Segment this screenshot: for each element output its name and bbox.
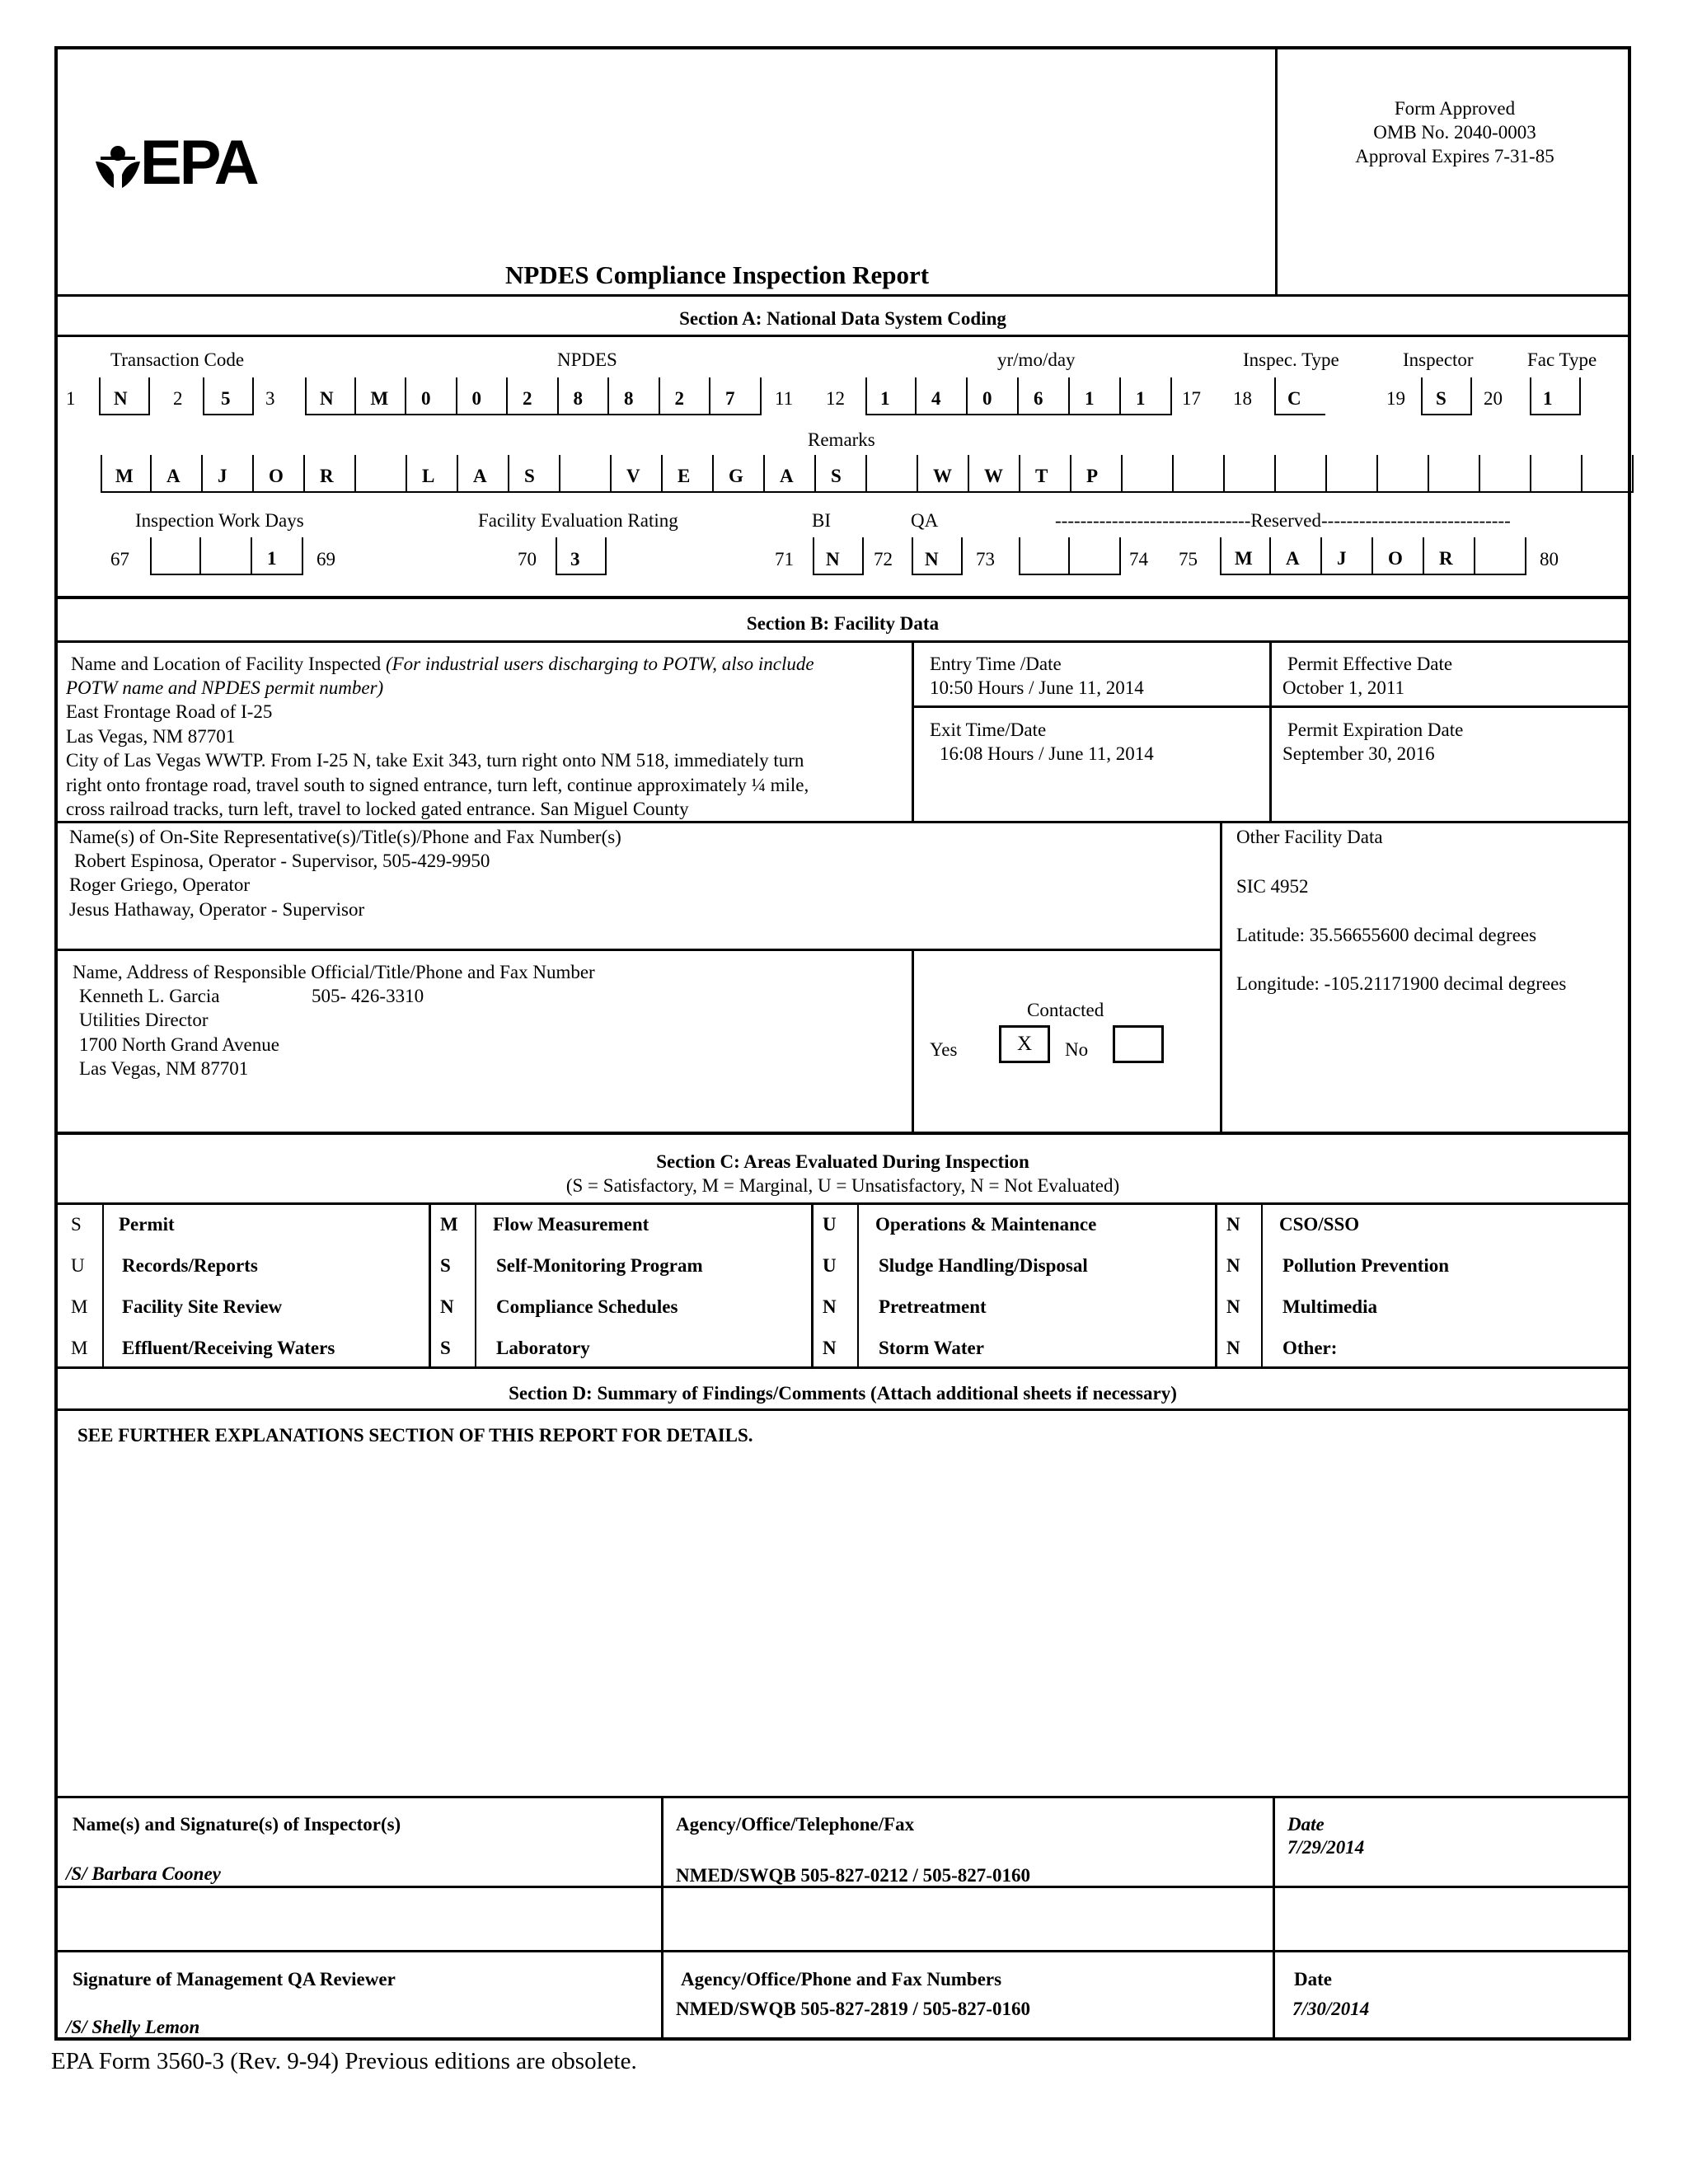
col-number: 69 bbox=[316, 549, 335, 569]
official-name: Kenneth L. Garcia bbox=[79, 986, 220, 1006]
area-rating: N bbox=[823, 1338, 837, 1358]
area-rating: S bbox=[440, 1338, 451, 1358]
exit-label: Exit Time/Date bbox=[930, 719, 1047, 740]
remarks-cell: V bbox=[626, 466, 640, 486]
facility-label-cont: POTW name and NPDES permit number) bbox=[66, 677, 384, 698]
npdes-box bbox=[406, 377, 457, 415]
date-box bbox=[917, 377, 968, 415]
contacted-label: Contacted bbox=[1027, 1000, 1104, 1020]
area-label: Records/Reports bbox=[122, 1255, 258, 1276]
reserved-cell: M bbox=[1235, 548, 1253, 569]
permit-eff-value: October 1, 2011 bbox=[1282, 677, 1404, 698]
qa-reviewer-signature: /S/ Shelly Lemon bbox=[66, 2017, 200, 2037]
remarks-box bbox=[1582, 455, 1634, 493]
remarks-cell: E bbox=[678, 466, 691, 486]
bi-value: N bbox=[826, 549, 840, 569]
remarks-cell: R bbox=[320, 466, 334, 486]
official-phone: 505- 426-3310 bbox=[312, 986, 424, 1006]
fac-type-value: 1 bbox=[1543, 388, 1553, 409]
remarks-box bbox=[356, 455, 407, 493]
reserved-cell: A bbox=[1286, 548, 1300, 569]
npdes-cell: 8 bbox=[573, 388, 583, 409]
longitude: Longitude: -105.21171900 decimal degrees bbox=[1236, 973, 1567, 994]
facility-line: right onto frontage road, travel south to signed entrance, turn left, continue approximately ¼ mile, bbox=[66, 774, 809, 795]
label-inspector: Inspector bbox=[1403, 349, 1474, 370]
col-number: 20 bbox=[1484, 388, 1503, 409]
inspec-type-value: C bbox=[1287, 388, 1301, 409]
permit-exp-value: September 30, 2016 bbox=[1282, 743, 1435, 764]
work-days-box bbox=[201, 537, 252, 575]
area-rating: U bbox=[823, 1255, 837, 1276]
agency-value: NMED/SWQB 505-827-0212 / 505-827-0160 bbox=[676, 1865, 1030, 1886]
work-days-cell: 1 bbox=[267, 548, 277, 569]
rep-3: Jesus Hathaway, Operator - Supervisor bbox=[69, 899, 365, 920]
no-label: No bbox=[1065, 1039, 1089, 1060]
area-rating: N bbox=[1226, 1338, 1240, 1358]
reserved-cell: O bbox=[1388, 548, 1403, 569]
npdes-cell: M bbox=[370, 388, 389, 409]
label-remarks: Remarks bbox=[808, 429, 875, 450]
area-label: Flow Measurement bbox=[493, 1214, 649, 1235]
remarks-cell: S bbox=[524, 466, 535, 486]
col-number: 17 bbox=[1182, 388, 1201, 409]
inspector-sig-label: Name(s) and Signature(s) of Inspector(s) bbox=[73, 1814, 401, 1835]
facility-line: cross railroad tracks, turn left, travel to locked gated entrance. San Miguel County bbox=[66, 799, 689, 819]
form-approved-3: Approval Expires 7-31-85 bbox=[1355, 146, 1554, 166]
remarks-cell: J bbox=[218, 466, 227, 486]
col-number: 74 bbox=[1129, 549, 1148, 569]
rep-1: Robert Espinosa, Operator - Supervisor, 505-429-9950 bbox=[74, 851, 490, 871]
date-label: Date bbox=[1287, 1814, 1325, 1835]
work-days-box bbox=[150, 537, 201, 575]
latitude: Latitude: 35.56655600 decimal degrees bbox=[1236, 925, 1537, 945]
label-work-days: Inspection Work Days bbox=[135, 510, 304, 531]
remarks-box bbox=[1429, 455, 1480, 493]
remarks-cell: P bbox=[1086, 466, 1099, 486]
form-footer: EPA Form 3560-3 (Rev. 9-94) Previous editions are obsolete. bbox=[51, 2048, 637, 2074]
facility-line: East Frontage Road of I-25 bbox=[66, 701, 273, 722]
area-rating: U bbox=[71, 1255, 85, 1276]
col73-box bbox=[1070, 537, 1121, 575]
label-transaction-code: Transaction Code bbox=[110, 349, 245, 370]
label-qa: QA bbox=[911, 510, 939, 531]
col-number: 11 bbox=[775, 388, 794, 409]
page-title: NPDES Compliance Inspection Report bbox=[504, 260, 930, 289]
section-d-title: Section D: Summary of Findings/Comments (Attach additional sheets if necessary) bbox=[509, 1383, 1177, 1404]
reps-label: Name(s) of On-Site Representative(s)/Title(s)/Phone and Fax Number(s) bbox=[69, 827, 621, 847]
date-box bbox=[1019, 377, 1070, 415]
form-approved-2: OMB No. 2040-0003 bbox=[1373, 122, 1536, 143]
col-number: 75 bbox=[1179, 549, 1198, 569]
col-number: 2 bbox=[173, 388, 183, 409]
reserved-cell: J bbox=[1337, 548, 1347, 569]
npdes-cell: 2 bbox=[523, 388, 532, 409]
facility-line: City of Las Vegas WWTP. From I-25 N, take Exit 343, turn right onto NM 518, immediately turn bbox=[66, 750, 804, 771]
inspector-date: 7/29/2014 bbox=[1287, 1837, 1365, 1858]
area-rating: N bbox=[1226, 1255, 1240, 1276]
date-cell: 4 bbox=[931, 388, 941, 409]
agency-label: Agency/Office/Telephone/Fax bbox=[676, 1814, 915, 1835]
area-label: Compliance Schedules bbox=[496, 1296, 678, 1317]
date-box bbox=[968, 377, 1019, 415]
permit-eff-label: Permit Effective Date bbox=[1287, 654, 1453, 674]
area-rating: N bbox=[823, 1296, 837, 1317]
npdes-box bbox=[710, 377, 762, 415]
col-number: 80 bbox=[1540, 549, 1559, 569]
remarks-cell: M bbox=[115, 466, 134, 486]
remarks-box bbox=[1480, 455, 1531, 493]
official-title: Utilities Director bbox=[79, 1010, 209, 1030]
remarks-cell: A bbox=[473, 466, 487, 486]
facility-line: Las Vegas, NM 87701 bbox=[66, 725, 236, 747]
qa-agency-label: Agency/Office/Phone and Fax Numbers bbox=[681, 1969, 1002, 1990]
contacted-no-checkbox[interactable] bbox=[1113, 1025, 1164, 1063]
area-rating: M bbox=[71, 1296, 88, 1317]
inspection-form bbox=[54, 46, 1631, 2041]
entry-label: Entry Time /Date bbox=[930, 654, 1062, 674]
section-c-title: Section C: Areas Evaluated During Inspection bbox=[656, 1151, 1029, 1172]
exit-value: 16:08 Hours / June 11, 2014 bbox=[940, 743, 1154, 764]
col-number: 67 bbox=[110, 549, 129, 569]
remarks-cell: W bbox=[984, 466, 1003, 486]
area-label: Pretreatment bbox=[879, 1296, 987, 1317]
reserved-cell: R bbox=[1439, 548, 1453, 569]
remarks-cell: O bbox=[269, 466, 284, 486]
npdes-box bbox=[559, 377, 610, 415]
col-number: 12 bbox=[826, 388, 845, 409]
facility-label: Name and Location of Facility Inspected (For industrial users discharging to POTW, also include bbox=[71, 654, 814, 674]
label-yrmoday: yr/mo/day bbox=[997, 349, 1076, 370]
transaction-code-1: N bbox=[114, 388, 128, 409]
remarks-cell: A bbox=[166, 466, 181, 486]
rep-2: Roger Griego, Operator bbox=[69, 874, 251, 895]
npdes-cell: 2 bbox=[674, 388, 684, 409]
label-fac-type: Fac Type bbox=[1527, 349, 1597, 370]
col-number: 70 bbox=[518, 549, 537, 569]
remarks-box bbox=[867, 455, 918, 493]
area-label: Facility Site Review bbox=[122, 1296, 283, 1317]
remarks-cell: S bbox=[831, 466, 842, 486]
remarks-box bbox=[560, 455, 612, 493]
entry-value: 10:50 Hours / June 11, 2014 bbox=[930, 677, 1144, 698]
npdes-cell: N bbox=[320, 388, 334, 409]
date-box bbox=[1121, 377, 1172, 415]
area-rating: N bbox=[1226, 1296, 1240, 1317]
transaction-code-2: 5 bbox=[221, 388, 231, 409]
section-a-title: Section A: National Data System Coding bbox=[679, 308, 1006, 329]
npdes-cell: 0 bbox=[471, 388, 481, 409]
date-cell: 1 bbox=[1085, 388, 1095, 409]
area-label: Self-Monitoring Program bbox=[496, 1255, 703, 1276]
qa-reviewer-label: Signature of Management QA Reviewer bbox=[73, 1969, 396, 1990]
remarks-box bbox=[1225, 455, 1276, 493]
epa-logo-text: EPA bbox=[140, 128, 257, 198]
col-number: 19 bbox=[1386, 388, 1405, 409]
qa-agency-value: NMED/SWQB 505-827-2819 / 505-827-0160 bbox=[676, 1999, 1030, 2019]
remarks-box bbox=[1327, 455, 1378, 493]
sic-code: SIC 4952 bbox=[1236, 876, 1309, 897]
area-label: Multimedia bbox=[1282, 1296, 1377, 1317]
date-cell: 1 bbox=[880, 388, 890, 409]
reserved-box bbox=[1322, 537, 1373, 575]
qa-date-label: Date bbox=[1294, 1969, 1332, 1990]
remarks-box bbox=[1174, 455, 1225, 493]
inspector-value: S bbox=[1436, 388, 1447, 409]
yes-label: Yes bbox=[930, 1039, 958, 1060]
other-facility-label: Other Facility Data bbox=[1236, 827, 1383, 847]
npdes-box bbox=[508, 377, 559, 415]
remarks-cell: W bbox=[933, 466, 952, 486]
contacted-yes-checkbox[interactable]: X bbox=[999, 1025, 1050, 1063]
col-number: 71 bbox=[775, 549, 794, 569]
work-days-box bbox=[252, 537, 303, 575]
area-rating: S bbox=[440, 1255, 451, 1276]
remarks-box bbox=[203, 455, 254, 493]
reserved-box bbox=[1475, 537, 1526, 575]
area-rating: M bbox=[440, 1214, 458, 1235]
col-number: 73 bbox=[976, 549, 995, 569]
fac-eval-value: 3 bbox=[570, 549, 580, 569]
remarks-box bbox=[816, 455, 867, 493]
section-b-title: Section B: Facility Data bbox=[746, 613, 940, 634]
area-label: Pollution Prevention bbox=[1282, 1255, 1450, 1276]
area-rating: U bbox=[823, 1214, 837, 1235]
remarks-box bbox=[1378, 455, 1429, 493]
date-cell: 1 bbox=[1136, 388, 1146, 409]
date-box bbox=[1070, 377, 1121, 415]
inspector-signature: /S/ Barbara Cooney bbox=[66, 1863, 221, 1884]
permit-exp-label: Permit Expiration Date bbox=[1287, 719, 1464, 740]
official-address-1: 1700 North Grand Avenue bbox=[79, 1034, 279, 1055]
col-number: 72 bbox=[874, 549, 893, 569]
label-reserved: -------------------------------Reserved------------------------------ bbox=[1055, 510, 1511, 531]
npdes-box bbox=[660, 377, 711, 415]
col-number: 3 bbox=[265, 388, 275, 409]
area-label: Permit bbox=[119, 1214, 175, 1235]
section-c-legend: (S = Satisfactory, M = Marginal, U = Unsatisfactory, N = Not Evaluated) bbox=[565, 1175, 1120, 1196]
summary-text: SEE FURTHER EXPLANATIONS SECTION OF THIS REPORT FOR DETAILS. bbox=[77, 1425, 753, 1446]
remarks-cell: G bbox=[729, 466, 743, 486]
npdes-box bbox=[609, 377, 660, 415]
area-label: Other: bbox=[1282, 1338, 1338, 1358]
label-bi: BI bbox=[812, 510, 831, 531]
form-approved-1: Form Approved bbox=[1394, 98, 1516, 119]
official-label: Name, Address of Responsible Official/Title/Phone and Fax Number bbox=[73, 962, 595, 982]
area-label: Effluent/Receiving Waters bbox=[122, 1338, 335, 1358]
area-rating: N bbox=[440, 1296, 454, 1317]
remarks-cell: T bbox=[1035, 466, 1048, 486]
remarks-box bbox=[509, 455, 560, 493]
remarks-cell: L bbox=[422, 466, 435, 486]
area-rating: S bbox=[71, 1214, 82, 1235]
date-cell: 0 bbox=[982, 388, 992, 409]
area-rating: M bbox=[71, 1338, 88, 1358]
npdes-cell: 8 bbox=[624, 388, 634, 409]
npdes-cell: 0 bbox=[421, 388, 431, 409]
remarks-box bbox=[1276, 455, 1327, 493]
qa-value: N bbox=[925, 549, 939, 569]
col-number: 18 bbox=[1233, 388, 1252, 409]
col-number: 1 bbox=[66, 388, 76, 409]
label-npdes: NPDES bbox=[557, 349, 617, 370]
label-fac-eval: Facility Evaluation Rating bbox=[478, 510, 678, 531]
official-address-2: Las Vegas, NM 87701 bbox=[79, 1058, 249, 1079]
npdes-cell: 7 bbox=[725, 388, 735, 409]
area-label: Sludge Handling/Disposal bbox=[879, 1255, 1088, 1276]
area-label: Operations & Maintenance bbox=[875, 1214, 1097, 1235]
area-label: CSO/SSO bbox=[1279, 1214, 1360, 1235]
area-label: Storm Water bbox=[879, 1338, 984, 1358]
date-cell: 6 bbox=[1034, 388, 1043, 409]
area-rating: N bbox=[1226, 1214, 1240, 1235]
remarks-cell: A bbox=[780, 466, 794, 486]
remarks-box bbox=[1123, 455, 1174, 493]
col73-box bbox=[1019, 537, 1070, 575]
area-label: Laboratory bbox=[496, 1338, 590, 1358]
date-box bbox=[865, 377, 917, 415]
qa-date: 7/30/2014 bbox=[1292, 1999, 1370, 2019]
remarks-box bbox=[1531, 455, 1582, 493]
label-inspec-type: Inspec. Type bbox=[1243, 349, 1339, 370]
npdes-box bbox=[457, 377, 509, 415]
